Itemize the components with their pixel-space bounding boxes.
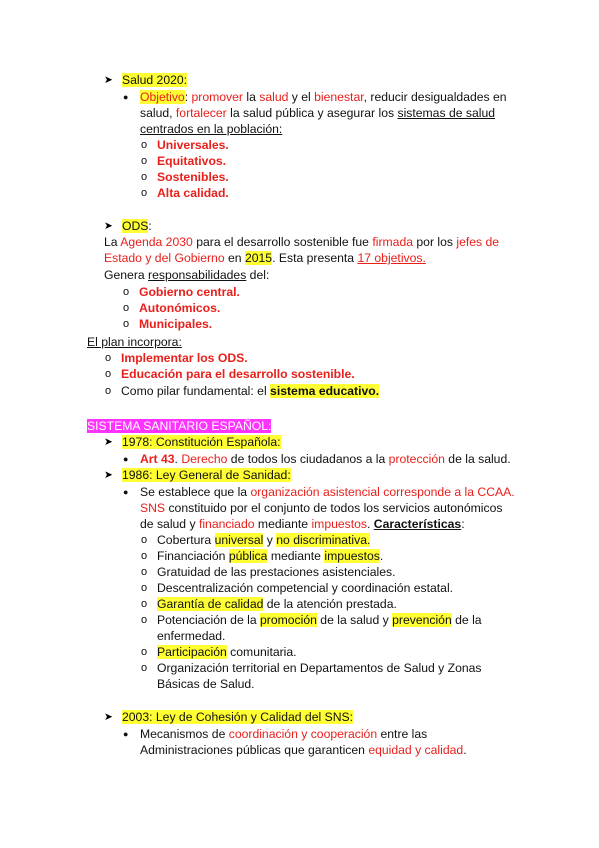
list-item: Como pilar fundamental: el sistema educativo.	[121, 384, 380, 398]
ods-genera-line: Genera responsabilidades del:	[104, 268, 270, 282]
list-item: Garantía de calidad de la atención prestada.	[157, 597, 397, 611]
arrow-bullet-icon: ➤	[104, 469, 113, 481]
circle-bullet-icon: o	[123, 286, 130, 298]
objetivo-line-3: centrados en la población:	[140, 122, 283, 136]
list-item: Equitativos.	[157, 154, 227, 168]
circle-bullet-icon: o	[141, 566, 148, 578]
circle-bullet-icon: o	[141, 646, 148, 658]
circle-bullet-icon: o	[141, 662, 148, 674]
circle-bullet-icon: o	[141, 550, 148, 562]
h1986-heading: 1986: Ley General de Sanidad:	[122, 468, 291, 482]
list-item-continuation: Básicas de Salud.	[157, 677, 255, 691]
list-item: Gratuidad de las prestaciones asistenciales.	[157, 565, 396, 579]
circle-bullet-icon: o	[141, 187, 148, 199]
arrow-bullet-icon: ➤	[104, 220, 113, 232]
list-item: Sostenibles.	[157, 170, 229, 184]
list-item: Cobertura universal y no discriminativa.	[157, 533, 371, 547]
arrow-bullet-icon: ➤	[104, 711, 113, 723]
cohesion-line-2: Administraciones públicas que garanticen equidad y calidad.	[140, 743, 467, 757]
list-item: Municipales.	[139, 317, 213, 331]
arrow-bullet-icon: ➤	[104, 74, 113, 86]
bullet-icon: ●	[123, 487, 129, 497]
bullet-icon: ●	[123, 92, 129, 102]
cohesion-line-1: Mecanismos de coordinación y cooperación entre las	[140, 727, 428, 741]
sns-heading: SISTEMA SANITARIO ESPAÑOL:	[87, 419, 272, 433]
circle-bullet-icon: o	[105, 385, 112, 397]
circle-bullet-icon: o	[141, 614, 148, 626]
circle-bullet-icon: o	[105, 368, 112, 380]
h2003-heading: 2003: Ley de Cohesión y Calidad del SNS:	[122, 710, 354, 724]
ods-paragraph-line-1: La Agenda 2030 para el desarrollo sostenible fue firmada por los jefes de	[104, 235, 500, 249]
ods-heading: ODS:	[122, 219, 152, 233]
art43-line: Art 43. Derecho de todos los ciudadanos a la protección de la salud.	[140, 452, 511, 466]
bullet-icon: ●	[123, 454, 129, 464]
bullet-icon: ●	[123, 729, 129, 739]
list-item: Financiación pública mediante impuestos.	[157, 549, 384, 563]
list-item: Descentralización competencial y coordinación estatal.	[157, 581, 454, 595]
list-item: Alta calidad.	[157, 186, 229, 200]
circle-bullet-icon: o	[141, 598, 148, 610]
list-item: Potenciación de la promoción de la salud y prevención de la	[157, 613, 482, 627]
lgs-line-3: de salud y financiado mediante impuestos. Características:	[140, 517, 465, 531]
objetivo-line-2: salud, fortalecer la salud pública y asegurar los sistemas de salud	[140, 106, 496, 120]
lgs-line-1: Se establece que la organización asistencial corresponde a la CCAA.	[140, 485, 515, 499]
arrow-bullet-icon: ➤	[104, 436, 113, 448]
plan-heading: El plan incorpora:	[87, 335, 182, 349]
circle-bullet-icon: o	[141, 139, 148, 151]
list-item: Educación para el desarrollo sostenible.	[121, 367, 355, 381]
circle-bullet-icon: o	[123, 302, 130, 314]
list-item-continuation: enfermedad.	[157, 629, 226, 643]
list-item: Implementar los ODS.	[121, 351, 248, 365]
h1978-heading: 1978: Constitución Española:	[122, 435, 281, 449]
circle-bullet-icon: o	[141, 534, 148, 546]
list-item: Organización territorial en Departamentos de Salud y Zonas	[157, 661, 482, 675]
list-item: Autonómicos.	[139, 301, 221, 315]
circle-bullet-icon: o	[141, 155, 148, 167]
list-item: Participación comunitaria.	[157, 645, 297, 659]
ods-paragraph-line-2: Estado y del Gobierno en 2015. Esta presenta 17 objetivos.	[104, 251, 426, 265]
salud2020-heading: Salud 2020:	[122, 73, 188, 87]
circle-bullet-icon: o	[105, 352, 112, 364]
lgs-line-2: SNS constituido por el conjunto de todos los servicios autonómicos	[140, 501, 503, 515]
objetivo-line-1: Objetivo: promover la salud y el bienestar, reducir desigualdades en	[140, 90, 507, 104]
list-item: Universales.	[157, 138, 229, 152]
list-item: Gobierno central.	[139, 285, 240, 299]
circle-bullet-icon: o	[123, 318, 130, 330]
circle-bullet-icon: o	[141, 171, 148, 183]
circle-bullet-icon: o	[141, 582, 148, 594]
